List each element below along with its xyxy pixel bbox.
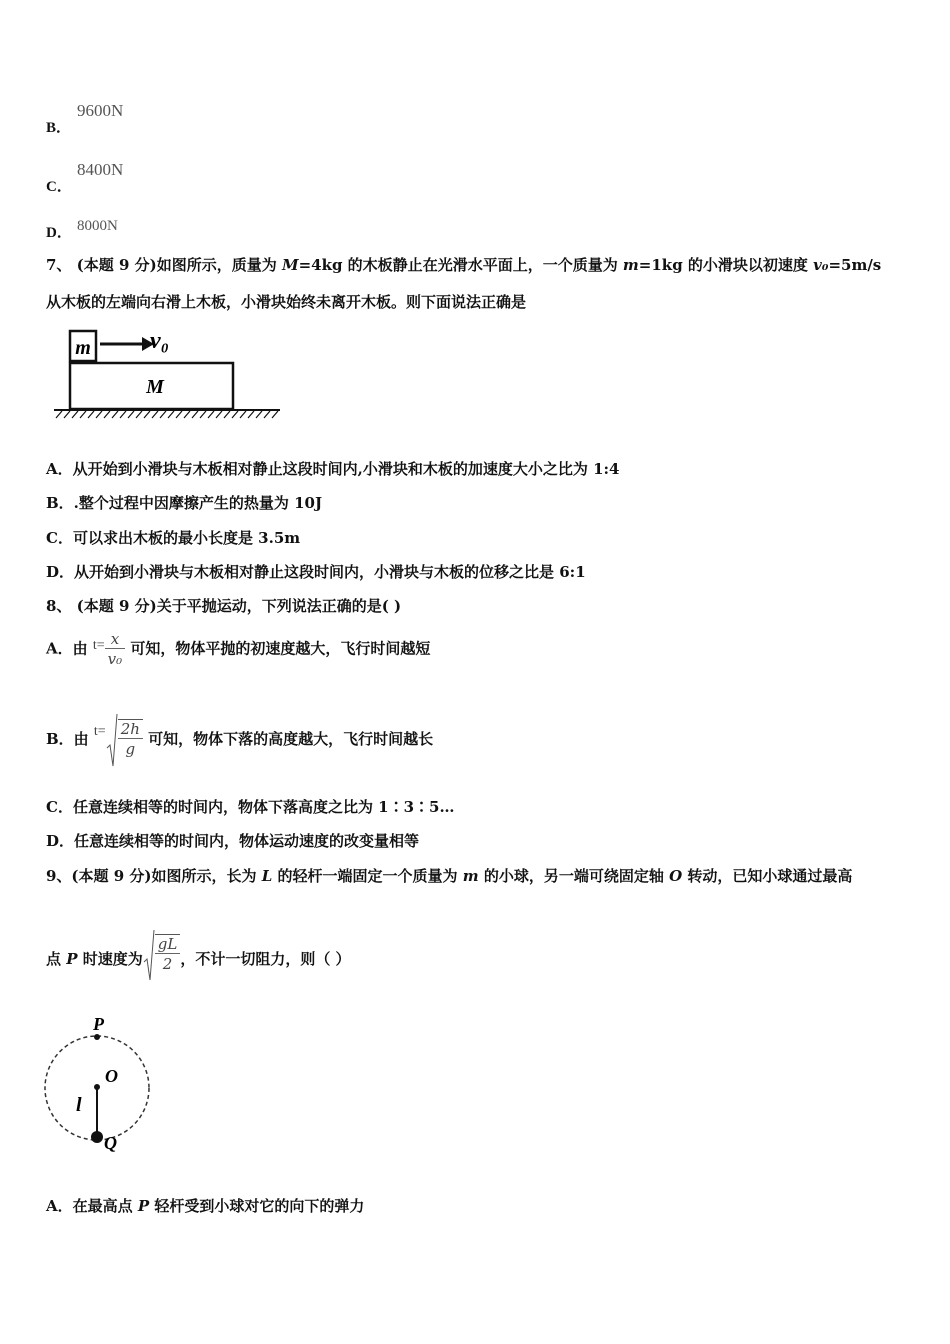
q7-option-b: B．.整个过程中因摩擦产生的热量为 10J xyxy=(46,494,323,512)
q7-option-c: C．可以求出木板的最小长度是 3.5m xyxy=(46,529,301,547)
sqrt-gL-over-2: $\frac{gL}{2}$ xyxy=(143,928,181,982)
q9-stem-line2: 点 P 时速度为 $\frac{gL}{2}$ ，不计一切阻力，则（ ） xyxy=(46,928,351,982)
q8-option-c: C．任意连续相等的时间内，物体下落高度之比为 1∶3∶5… xyxy=(46,798,455,816)
sqrt-2h-over-g: $\frac{2h}{g}$ xyxy=(106,712,143,768)
q7-option-d: D．从开始到小滑块与木板相对静止这段时间内，小滑块与木板的位移之比是 6:1 xyxy=(46,563,586,581)
large-board-label: M xyxy=(146,376,164,398)
point-p-dot xyxy=(94,1034,100,1040)
q7-stem-line2: 从木板的左端向右滑上木板，小滑块始终未离开木板。则下面说法正确是 xyxy=(46,293,527,311)
q7-option-a: A．从开始到小滑块与木板相对静止这段时间内,小滑块和木板的加速度大小之比为 1:4 xyxy=(46,460,620,478)
small-block-label: m xyxy=(75,337,91,359)
label-q: Q xyxy=(104,1133,117,1153)
q6-option-d-value: 8000N xyxy=(77,218,118,234)
label-rod: l xyxy=(76,1094,82,1116)
radical-sign xyxy=(143,928,155,982)
fraction-x-over-v0: $\frac{x}{\text{v₀}}$ xyxy=(105,630,126,669)
q9-option-a: A．在最高点 P 轻杆受到小球对它的向下的弹力 xyxy=(46,1197,365,1215)
q6-option-d-label: D． xyxy=(46,225,72,241)
q8-option-a: A．由 t= $\frac{x}{\text{v₀}}$ 可知，物体平抛的初速度越大，飞行时间越短 xyxy=(46,630,431,668)
q7-figure xyxy=(50,325,290,425)
q6-option-c-label: C． xyxy=(46,179,72,195)
q8-option-d: D．任意连续相等的时间内，物体运动速度的改变量相等 xyxy=(46,832,420,850)
velocity-label: v₀ xyxy=(150,328,170,354)
q8-stem: 8、 (本题 9 分)关于平抛运动，下列说法正确的是( ) xyxy=(46,597,402,615)
q9-figure xyxy=(40,1010,160,1160)
q7-stem-line1: 7、 (本题 9 分)如图所示，质量为 M=4kg 的木板静止在光滑水平面上，一个质量为 m=1kg 的小滑块以初速度 v₀=5m/s xyxy=(46,256,882,274)
q8-option-b: B．由 t= $\frac{2h}{g}$ 可知，物体下落的高度越大，飞行时间越长 xyxy=(46,712,433,768)
q9-stem-line1: 9、(本题 9 分)如图所示，长为 L 的轻杆一端固定一个质量为 m 的小球，另一端可绕固定轴 O 转动，已知小球通过最高 xyxy=(46,867,853,885)
radical-sign xyxy=(106,712,118,768)
ground-hatching xyxy=(56,411,278,418)
label-o: O xyxy=(105,1066,118,1086)
ball-q xyxy=(91,1131,103,1143)
q6-option-b-value: 9600N xyxy=(77,101,124,120)
q6-option-c-value: 8400N xyxy=(77,160,124,179)
q6-option-b-label: B． xyxy=(46,120,72,136)
label-p: P xyxy=(93,1014,104,1034)
